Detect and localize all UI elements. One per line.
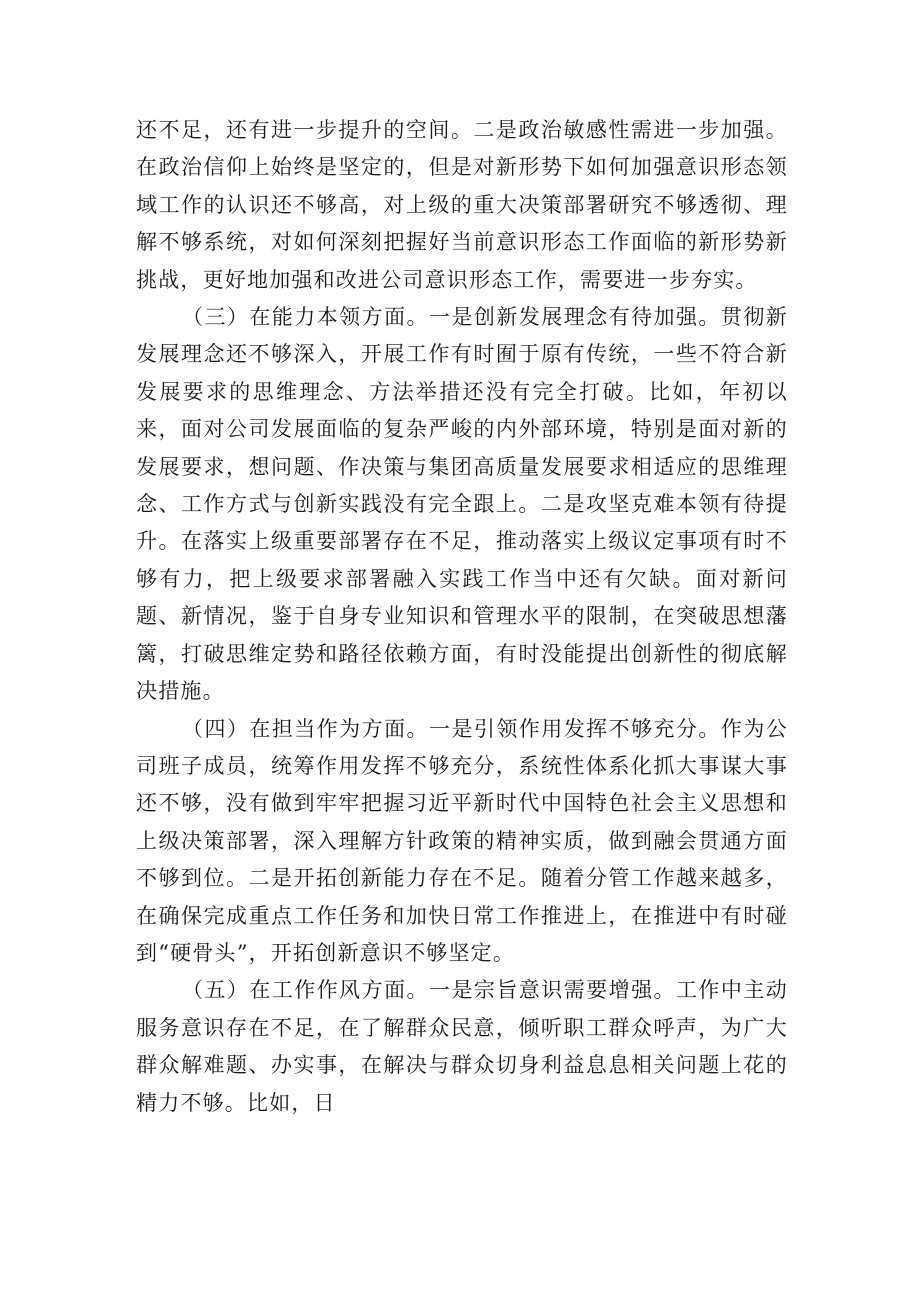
document-body: [136, 112, 788, 1122]
paragraph-section-5-work-style: （五）在工作作风方面。一是宗旨意识需要增强。工作中主动服务意识存在不足，在了解群众民意，倾听职工群众呼声，为广大群众解难题、办实事，在解决与群众切身利益息息相关问题上花的精力不够。比如，日: [136, 978, 788, 1115]
paragraph-section-4-responsibility: （四）在担当作为方面。一是引领作用发挥不够充分。作为公司班子成员，统筹作用发挥不够充分，系统性体系化抓大事谋大事还不够，没有做到牢牢把握习近平新时代中国特色社会主义思想和上级决策部署，深入理解方针政策的精神实质，做到融会贯通方面不够到位。二是开拓创新能力存在不足。随着分管工作越来越多，在确保完成重点工作任务和加快日常工作推进上，在推进中有时碰到“硬骨头”，开拓创新意识不够坚定。: [136, 716, 788, 965]
paragraph-section-3-ability: （三）在能力本领方面。一是创新发展理念有待加强。贯彻新发展理念还不够深入，开展工作有时囿于原有传统，一些不符合新发展要求的思维理念、方法举措还没有完全打破。比如，年初以来，面对公司发展面临的复杂严峻的内外部环境，特别是面对新的发展要求，想问题、作决策与集团高质量发展要求相适应的思维理念、工作方式与创新实践没有完全跟上。二是攻坚克难本领有待提升。在落实上级重要部署存在不足，推动落实上级议定事项有时不够有力，把上级要求部署融入实践工作当中还有欠缺。面对新问题、新情况，鉴于自身专业知识和管理水平的限制，在突破思想藩篱，打破思维定势和路径依赖方面，有时没能提出创新性的彻底解决措施。: [136, 305, 788, 704]
paragraph-continuation: 还不足，还有进一步提升的空间。二是政治敏感性需进一步加强。在政治信仰上始终是坚定的，但是对新形势下如何加强意识形态领域工作的认识还不够高，对上级的重大决策部署研究不够透彻、理解不够系统，对如何深刻把握好当前意识形态工作面临的新形势新挑战，更好地加强和改进公司意识形态工作，需要进一步夯实。: [136, 118, 788, 292]
